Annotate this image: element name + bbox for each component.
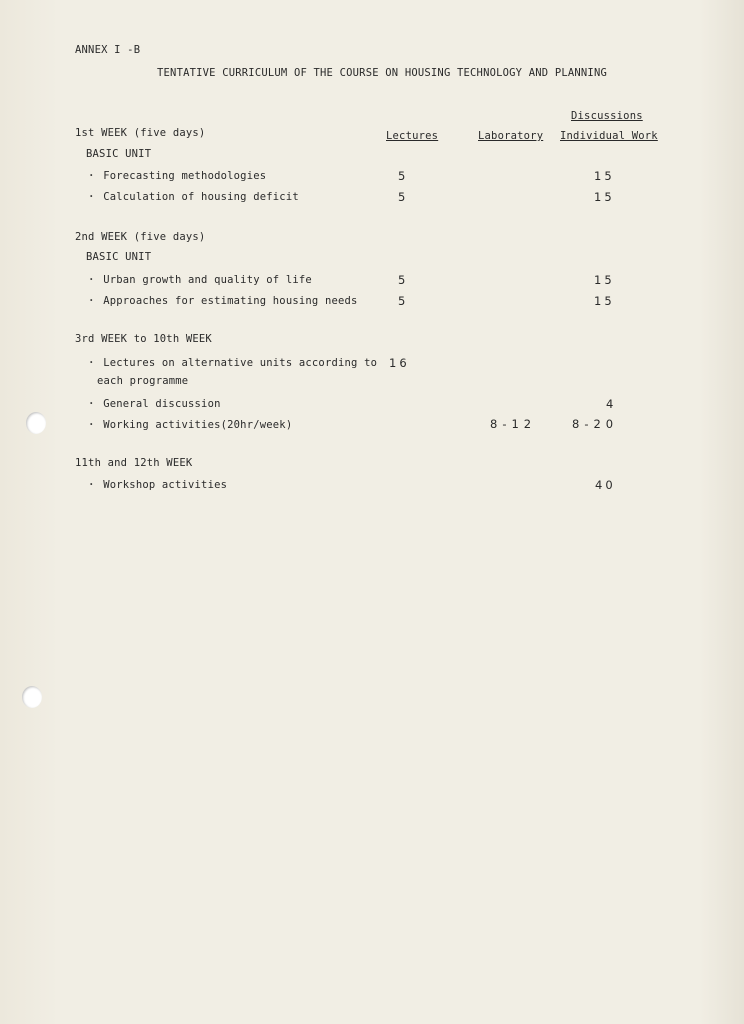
week3-row1-lectures: 16 (389, 356, 410, 370)
week1-row2-individual: 15 (594, 190, 615, 204)
punch-hole-bottom (22, 686, 42, 708)
week1-row2-lectures: 5 (398, 190, 409, 204)
week11-heading: 11th and 12th WEEK (75, 457, 193, 469)
week2-row2-lectures: 5 (398, 294, 409, 308)
col-laboratory: Laboratory (478, 130, 544, 142)
page-title: TENTATIVE CURRICULUM OF THE COURSE ON HOUSING TECHNOLOGY AND PLANNING (157, 67, 607, 79)
week1-row1-individual: 15 (594, 169, 615, 183)
week3-row2-individual: 4 (606, 397, 617, 411)
col-discussions: Discussions (571, 110, 643, 122)
annex-label: ANNEX I -B (75, 44, 141, 56)
week1-row1-lectures: 5 (398, 169, 409, 183)
week2-heading: 2nd WEEK (five days) (75, 231, 206, 243)
col-lectures: Lectures (386, 130, 439, 142)
week2-row1-individual: 15 (594, 273, 615, 287)
punch-hole-top (26, 412, 46, 434)
week2-row2-individual: 15 (594, 294, 615, 308)
week3-row3-laboratory: 8-12 (490, 417, 537, 431)
week3-heading: 3rd WEEK to 10th WEEK (75, 333, 212, 345)
week3-row3-individual: 8-20 (572, 417, 619, 431)
week1-unit: BASIC UNIT (86, 148, 152, 160)
week3-row3-label: ・ Working activities(20hr/week) (86, 419, 293, 431)
week1-row2-label: ・ Calculation of housing deficit (86, 191, 299, 203)
week3-row1-label: ・ Lectures on alternative units according to (86, 357, 378, 369)
week1-row1-label: ・ Forecasting methodologies (86, 170, 267, 182)
week2-row1-label: ・ Urban growth and quality of life (86, 274, 312, 286)
week2-row2-label: ・ Approaches for estimating housing needs (86, 295, 358, 307)
week1-heading: 1st WEEK (five days) (75, 127, 206, 139)
week2-row1-lectures: 5 (398, 273, 409, 287)
week3-row2-label: ・ General discussion (86, 398, 221, 410)
week2-unit: BASIC UNIT (86, 251, 152, 263)
week11-row1-label: ・ Workshop activities (86, 479, 228, 491)
week11-row1-individual: 40 (595, 478, 616, 492)
week3-row1-label-cont: each programme (97, 375, 189, 387)
col-individual-work: Individual Work (560, 130, 658, 142)
